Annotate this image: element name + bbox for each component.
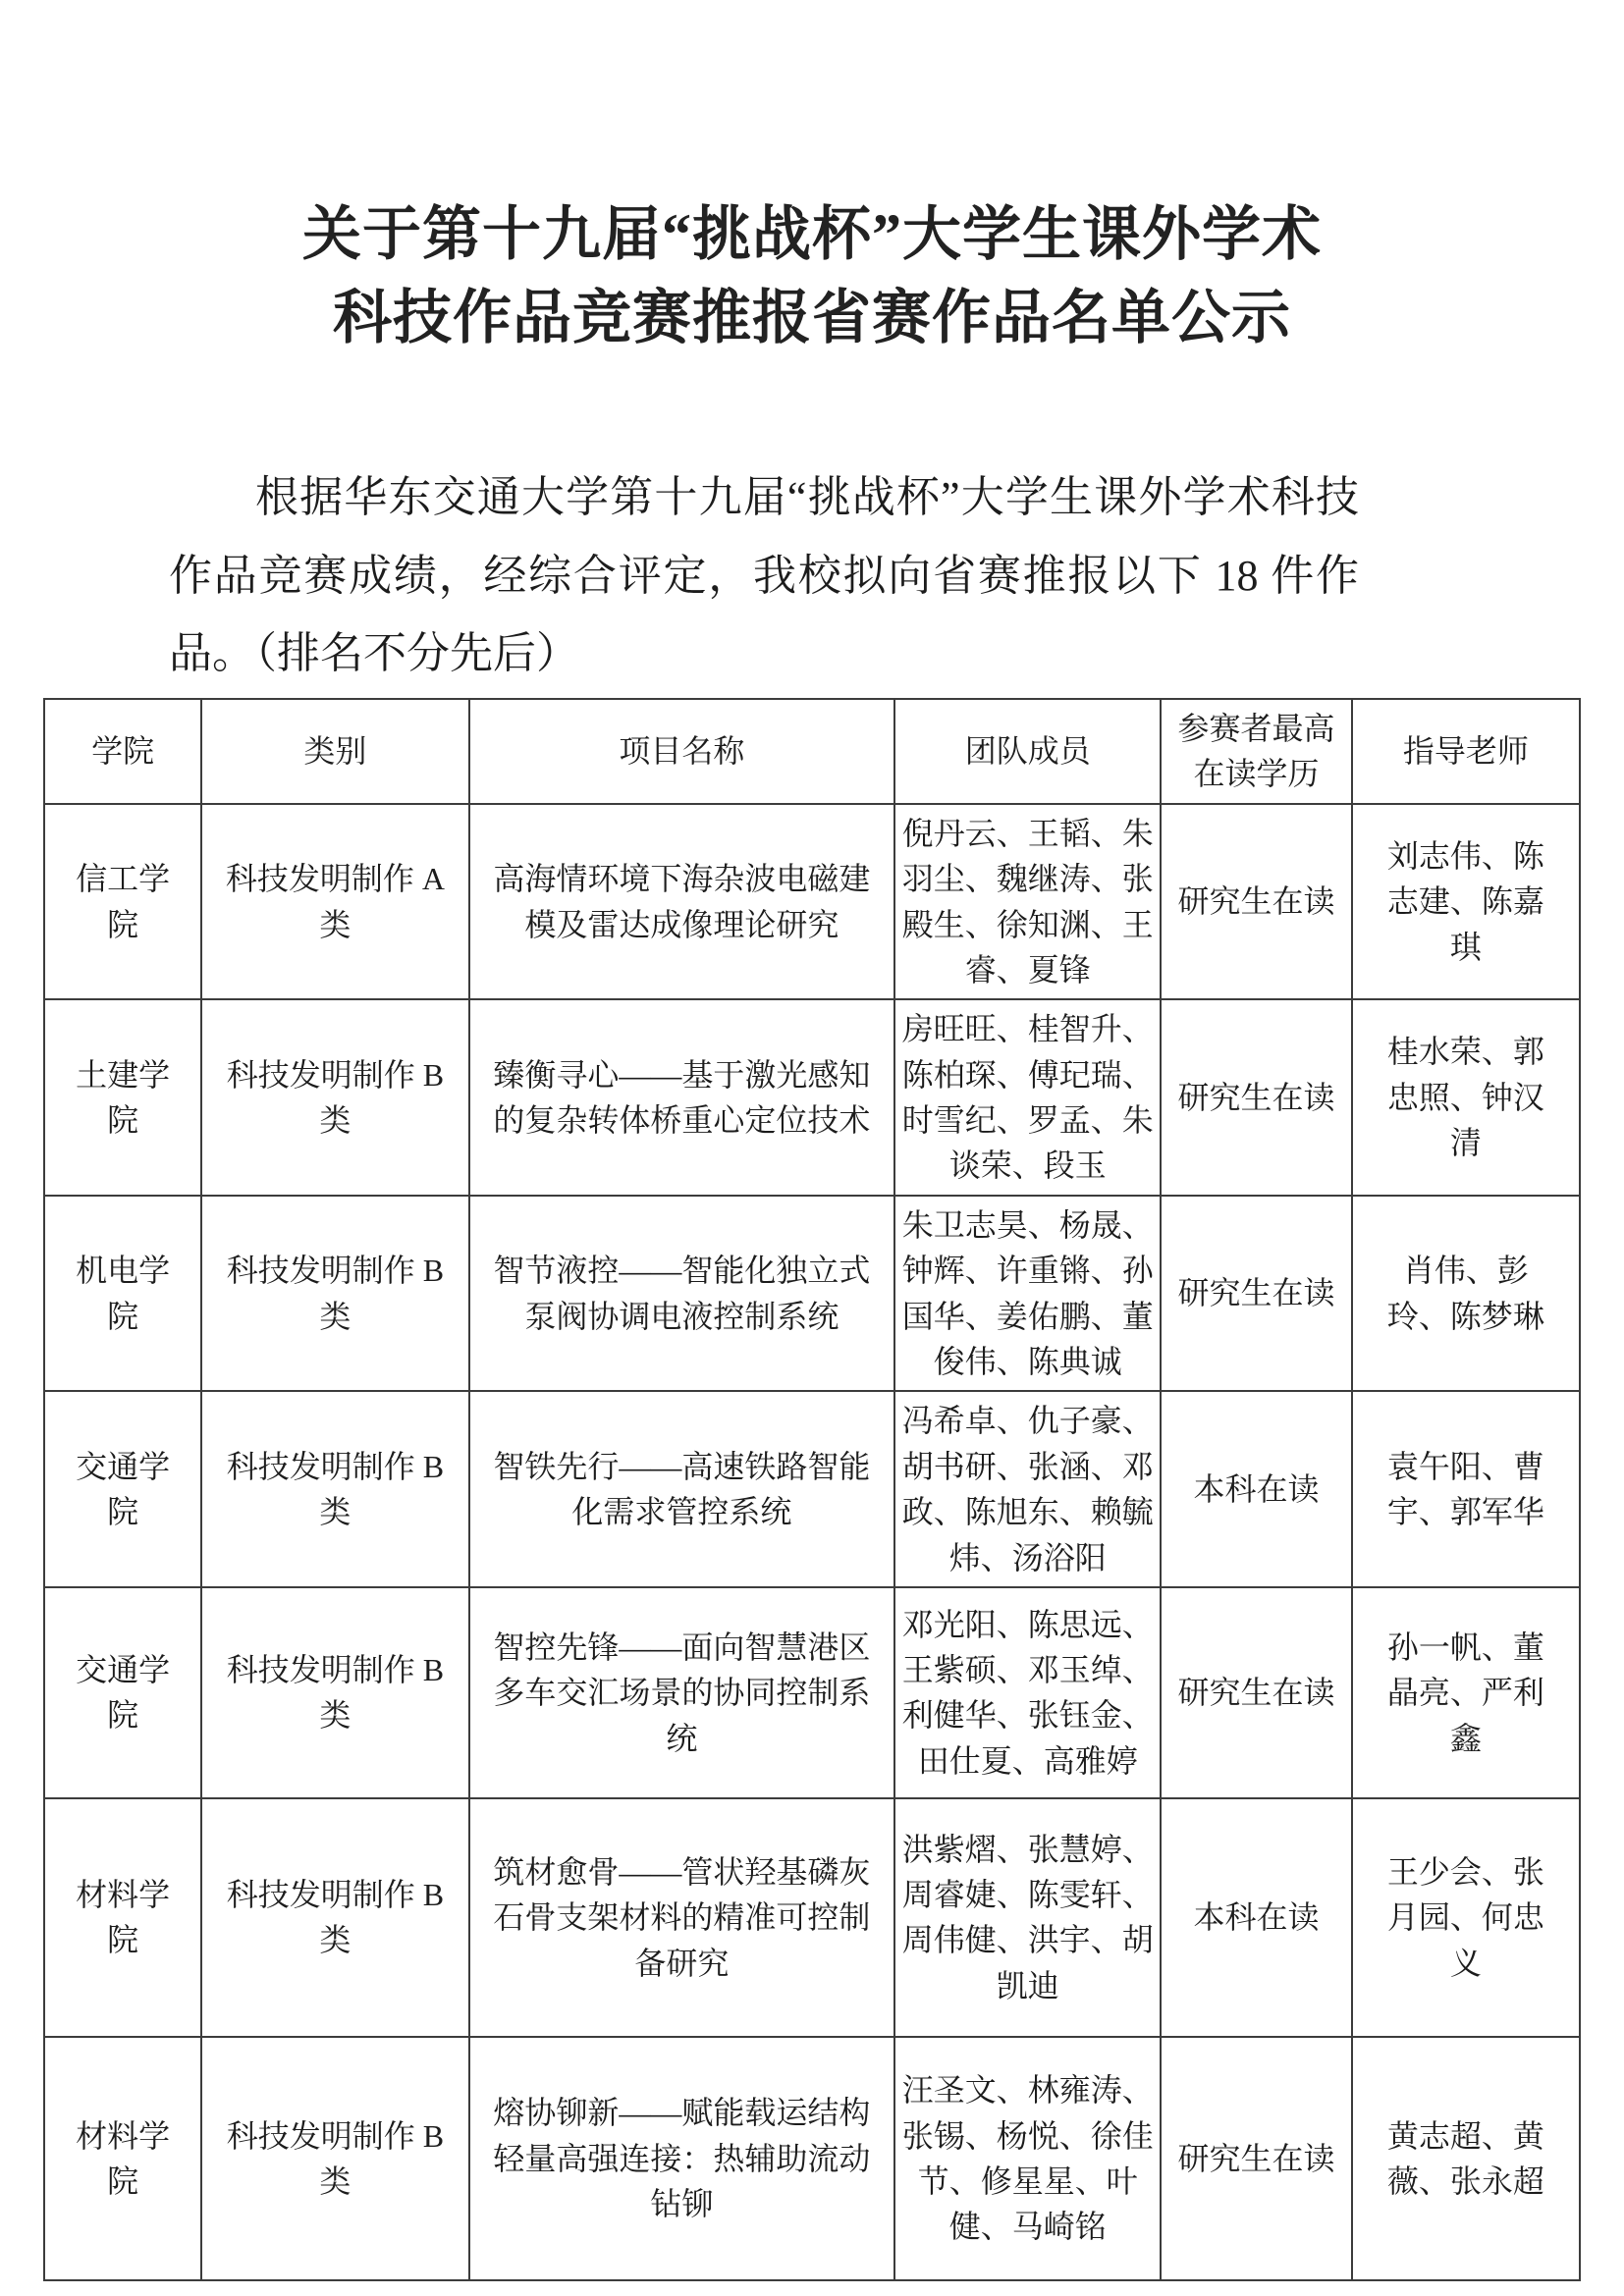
cell-degree: 研究生在读 [1161,999,1351,1196]
table-row [44,1587,1580,1798]
cell-advisors: 孙一帆、董晶亮、严利鑫 [1352,1587,1580,1798]
cell-college: 材料学院 [44,2037,201,2280]
cell-category: 科技发明制作 B 类 [201,1798,468,2037]
cell-advisors: 黄志超、黄薇、张永超 [1352,2037,1580,2280]
cell-project: 智铁先行——高速铁路智能化需求管控系统 [469,1391,895,1587]
table-row [44,2037,1580,2280]
cell-degree: 研究生在读 [1161,1587,1351,1798]
header-cell-advisors: 指导老师 [1352,699,1580,804]
cell-college: 机电学院 [44,1196,201,1392]
cell-advisors: 袁午阳、曹宇、郭军华 [1352,1391,1580,1587]
cell-project: 筑材愈骨——管状羟基磷灰石骨支架材料的精准可控制备研究 [469,1798,895,2037]
cell-project: 高海情环境下海杂波电磁建模及雷达成像理论研究 [469,804,895,1000]
cell-category: 科技发明制作 B 类 [201,2037,468,2280]
cell-members: 洪紫熠、张慧婷、周睿婕、陈雯轩、周伟健、洪宇、胡凯迪 [894,1798,1161,2037]
header-cell-members: 团队成员 [894,699,1161,804]
cell-advisors: 桂水荣、郭忠照、钟汉清 [1352,999,1580,1196]
intro-paragraph: 根据华东交通大学第十九届“挑战杯”大学生课外学术科技作品竞赛成绩，经综合评定，我校拟向省赛推报以下 18 件作品。（排名不分先后） [169,473,1359,677]
cell-category: 科技发明制作 B 类 [201,1587,468,1798]
cell-members: 倪丹云、王韬、朱羽尘、魏继涛、张殿生、徐知渊、王睿、夏锋 [894,804,1161,1000]
cell-category: 科技发明制作 B 类 [201,1391,468,1587]
cell-degree: 本科在读 [1161,1391,1351,1587]
cell-category: 科技发明制作 A 类 [201,804,468,1000]
header-cell-college: 学院 [44,699,201,804]
cell-degree: 研究生在读 [1161,804,1351,1000]
cell-category: 科技发明制作 B 类 [201,1196,468,1392]
cell-category: 科技发明制作 B 类 [201,999,468,1196]
cell-advisors: 王少会、张月园、何忠义 [1352,1798,1580,2037]
cell-college: 土建学院 [44,999,201,1196]
table-row [44,804,1580,1000]
table-row [44,999,1580,1196]
document-title [0,0,1624,360]
cell-project: 熔协铆新——赋能载运结构轻量高强连接：热辅助流动钻铆 [469,2037,895,2280]
header-cell-project: 项目名称 [469,699,895,804]
cell-college: 交通学院 [44,1587,201,1798]
cell-project: 智控先锋——面向智慧港区多车交汇场景的协同控制系统 [469,1587,895,1798]
cell-members: 邓光阳、陈思远、王紫硕、邓玉绰、利健华、张钰金、田仕夏、高雅婷 [894,1587,1161,1798]
cell-college: 材料学院 [44,1798,201,2037]
works-table [43,698,1581,2281]
cell-members: 汪圣文、林雍涛、张锡、杨悦、徐佳节、修星星、叶健、马崎铭 [894,2037,1161,2280]
cell-college: 交通学院 [44,1391,201,1587]
title-line-1: 关于第十九届“挑战杯”大学生课外学术 [302,202,1322,267]
cell-project: 智节液控——智能化独立式泵阀协调电液控制系统 [469,1196,895,1392]
title-line-2: 科技作品竞赛推报省赛作品名单公示 [333,286,1291,351]
cell-degree: 本科在读 [1161,1798,1351,2037]
cell-members: 房旺旺、桂智升、陈柏琛、傅玘瑞、时雪纪、罗孟、朱谈荣、段玉 [894,999,1161,1196]
cell-advisors: 刘志伟、陈志建、陈嘉琪 [1352,804,1580,1000]
table-row [44,1798,1580,2037]
cell-advisors: 肖伟、彭玲、陈梦琳 [1352,1196,1580,1392]
cell-members: 朱卫志昊、杨晟、钟辉、许重锵、孙国华、姜佑鹏、董俊伟、陈典诚 [894,1196,1161,1392]
cell-project: 臻衡寻心——基于激光感知的复杂转体桥重心定位技术 [469,999,895,1196]
table-header-row [44,699,1580,804]
table-row [44,1196,1580,1392]
cell-members: 冯希卓、仇子豪、胡书研、张涵、邓政、陈旭东、赖毓炜、汤浴阳 [894,1391,1161,1587]
cell-degree: 研究生在读 [1161,1196,1351,1392]
cell-college: 信工学院 [44,804,201,1000]
table-row [44,1391,1580,1587]
table-body [44,804,1580,2280]
header-cell-category: 类别 [201,699,468,804]
header-cell-degree: 参赛者最高在读学历 [1161,699,1351,804]
cell-degree: 研究生在读 [1161,2037,1351,2280]
